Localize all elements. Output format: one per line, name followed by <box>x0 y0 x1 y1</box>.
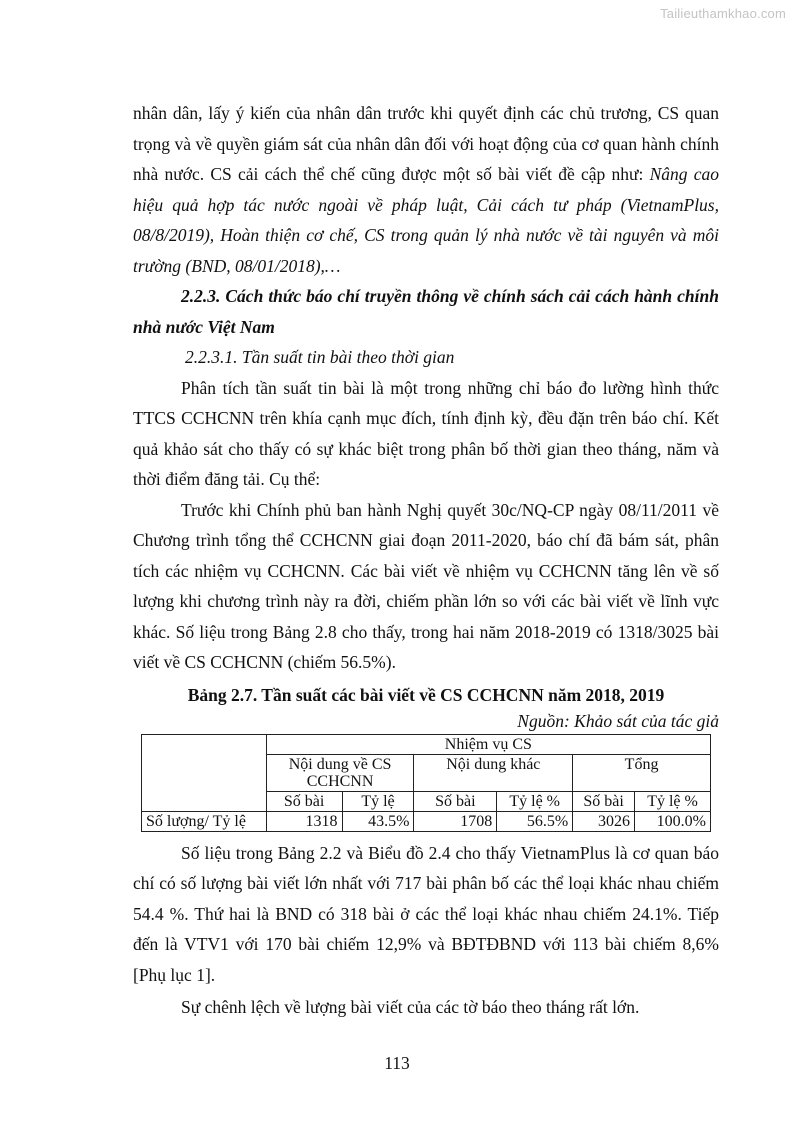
page-number: 113 <box>384 1053 410 1073</box>
paragraph-3: Trước khi Chính phủ ban hành Nghị quyết 30c/NQ-CP ngày 08/11/2011 về Chương trình tổng thể CCHCNN giai đoạn 2011-2020, báo chí đã bám sát, phân tích các nhiệm vụ CCHCNN. Các bài viết về nhiệm vụ CCHCNN tăng lên về số lượng khi chương trình này ra đời, chiếm phần lớn so với các bài viết về lĩnh vực khác. Số liệu trong Bảng 2.8 cho thấy, trong hai năm 2018-2019 có 1318/3025 bài viết về CS CCHCNN (chiếm 56.5%). <box>133 499 719 672</box>
row-label: Số lượng/ Tỷ lệ <box>142 811 267 831</box>
watermark: Tailieuthamkhao.com <box>660 6 786 21</box>
table-corner-cell <box>142 734 267 811</box>
table-row <box>142 811 711 831</box>
subsection-heading: 2.2.3.1. Tần suất tin bài theo thời gian <box>185 347 455 367</box>
table-cell: 1708 <box>414 811 497 831</box>
sub-header: Tỷ lệ <box>342 791 414 811</box>
table-source: Nguồn: Khảo sát của tác giả <box>517 710 719 731</box>
page-content <box>133 98 719 1023</box>
paragraph-2: Phân tích tần suất tin bài là một trong những chỉ báo đo lường hình thức TTCS CCHCNN trên khía cạnh mục đích, tính định kỳ, đều đặn trên báo chí. Kết quả khảo sát cho thấy có sự khác biệt trong phân bố thời gian theo tháng, năm và thời điểm đăng tải. Cụ thể: <box>133 377 719 489</box>
paragraph-1-italic: Nâng cao hiệu quả hợp tác nước ngoài về pháp luật, Cải cách tư pháp (VietnamPlus, 08/8/2019), Hoàn thiện cơ chế, CS trong quản lý nhà nước về tài nguyên và môi trường (BND, 08/01/2018),… <box>133 164 719 276</box>
table-cell: 100.0% <box>635 811 711 831</box>
sub-header: Tỷ lệ % <box>497 791 573 811</box>
paragraph-4: Số liệu trong Bảng 2.2 và Biểu đồ 2.4 cho thấy VietnamPlus là cơ quan báo chí có số lượng bài viết lớn nhất với 717 bài phân bố các thể loại khác nhau chiếm 54.4 %. Thứ hai là BND có 318 bài ở các thể loại khác nhau chiếm 24.1%. Tiếp đến là VTV1 với 170 bài chiếm 12,9% và BĐTĐBND với 113 bài chiếm 8,6% [Phụ lục 1]. <box>133 842 719 985</box>
table-cell: 56.5% <box>497 811 573 831</box>
sub-header: Số bài <box>266 791 342 811</box>
col-group-header: Nội dung khác <box>414 754 573 791</box>
table-header-row-1 <box>142 734 711 754</box>
paragraph-5: Sự chênh lệch về lượng bài viết của các tờ báo theo tháng rất lớn. <box>181 997 640 1017</box>
col-group-header: Tổng <box>573 754 711 791</box>
sub-header: Tỷ lệ % <box>635 791 711 811</box>
paragraph-1 <box>133 98 719 281</box>
frequency-table <box>141 734 711 832</box>
group-header: Nhiệm vụ CS <box>266 734 710 754</box>
sub-header: Số bài <box>414 791 497 811</box>
section-heading: 2.2.3. Cách thức báo chí truyền thông về chính sách cải cách hành chính nhà nước Việt Nam <box>133 286 719 337</box>
table-cell: 43.5% <box>342 811 414 831</box>
col-group-header: Nội dung về CS CCHCNN <box>266 754 414 791</box>
paragraph-1-text: nhân dân, lấy ý kiến của nhân dân trước khi quyết định các chủ trương, CS quan trọng và về quyền giám sát của nhân dân đối với hoạt động của cơ quan hành chính nhà nước. CS cải cách thể chế cũng được một số bài viết đề cập như: <box>133 103 719 184</box>
table-title: Bảng 2.7. Tần suất các bài viết về CS CCHCNN năm 2018, 2019 <box>187 684 665 705</box>
table-cell: 3026 <box>573 811 635 831</box>
table-cell: 1318 <box>266 811 342 831</box>
sub-header: Số bài <box>573 791 635 811</box>
